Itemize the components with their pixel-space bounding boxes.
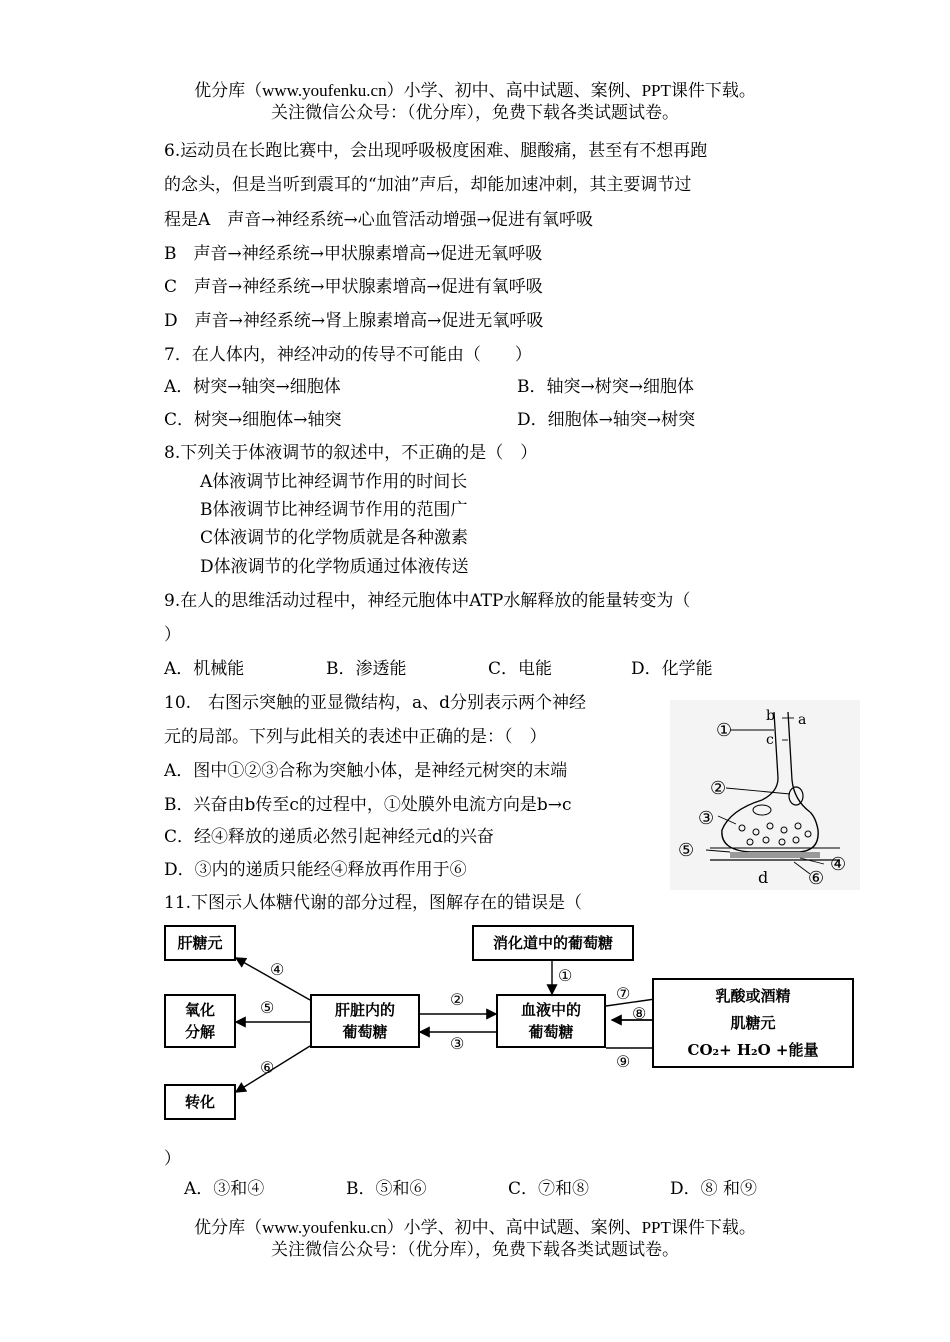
step-label-9: ⑨ [616,1052,631,1071]
synapse-label-a: a [798,712,807,728]
q6-option-d: D 声音→神经系统→肾上腺素增高→促进无氧呼吸 [164,311,544,331]
step-label-8: ⑧ [632,1004,647,1023]
q10-option-d: D．③内的递质只能经④释放再作用于⑥ [164,860,467,880]
q11-option-c: C．⑦和⑧ [508,1179,590,1199]
box-oxidation-line-1: 氧化 [184,1001,215,1019]
q7-option-b: B．轴突→树突→细胞体 [517,377,694,397]
synapse-label-1: ① [716,720,733,741]
step-label-5: ⑤ [260,998,275,1017]
synapse-label-5: ⑤ [678,840,695,861]
step-label-7: ⑦ [616,984,631,1003]
q10-stem-2: 元的局部。下列与此相关的表述中正确的是：（ ） [164,727,547,747]
q10-stem-1: 10. 右图示突触的亚显微结构，a、d分别表示两个神经 [164,693,587,713]
q11-stem-close: ） [164,1149,181,1169]
synapse-label-6: ⑥ [808,868,825,889]
step-label-1: ① [558,966,573,985]
product-lactic-acid: 乳酸或酒精 [715,986,791,1005]
q6-option-b: B 声音→神经系统→甲状腺素增高→促进无氧呼吸 [164,244,543,264]
synapse-label-3: ③ [698,808,715,829]
box-liver-glucose [310,994,420,1048]
step-label-4: ④ [270,960,285,979]
q11-option-b: B．⑤和⑥ [346,1179,427,1199]
q9-option-d: D．化学能 [631,659,713,679]
synapse-label-2: ② [710,778,727,799]
q9-option-c: C．电能 [488,659,553,679]
q10-option-c: C．经④释放的递质必然引起神经元d的兴奋 [164,827,494,847]
q8-option-b: B体液调节比神经调节作用的范围广 [200,500,468,520]
q6-line-2: 的念头，但是当听到震耳的“加油”声后，却能加速冲刺，其主要调节过 [164,175,692,195]
q9-stem-1: 9.在人的思维活动过程中，神经元胞体中ATP水解释放的能量转变为（ [164,591,691,611]
q9-stem-2: ） [164,625,181,645]
box-oxidation [164,994,236,1048]
box-liver-glucose-line-1: 肝脏内的 [334,1001,395,1019]
q8-stem: 8.下列关于体液调节的叙述中，不正确的是（ ） [164,443,538,463]
product-muscle-glycogen: 肌糖元 [730,1013,776,1032]
header-line-2: 关注微信公众号：（优分库），免费下载各类试题试卷。 [271,103,679,122]
step-label-2: ② [450,990,465,1009]
box-blood-glucose [496,994,606,1048]
q9-option-b: B．渗透能 [326,659,407,679]
q11-option-a: A．③和④ [184,1179,265,1199]
synapse-label-4: ④ [830,854,847,875]
header-line-1: 优分库（www.youfenku.cn）小学、初中、高中试题、案例、PPT课件下载。 [194,81,756,100]
footer-line-1: 优分库（www.youfenku.cn）小学、初中、高中试题、案例、PPT课件下载。 [194,1218,756,1237]
q10-option-a: A．图中①②③合称为突触小体，是神经元树突的末端 [164,761,568,781]
box-gut-glucose: 消化道中的葡萄糖 [472,925,634,961]
box-muscle-products [652,978,854,1068]
q9-option-a: A．机械能 [164,659,245,679]
synapse-label-c: c [766,732,774,748]
box-blood-glucose-line-1: 血液中的 [520,1001,581,1019]
q7-option-a: A．树突→轴突→细胞体 [164,377,341,397]
q6-line-3: 程是A 声音→神经系统→心血管活动增强→促进有氧呼吸 [164,210,594,230]
q6-option-c: C 声音→神经系统→甲状腺素增高→促进有氧呼吸 [164,277,543,297]
synapse-label-b: b [766,708,775,724]
box-conversion: 转化 [164,1084,236,1120]
box-liver-glucose-line-2: 葡萄糖 [342,1023,388,1041]
box-blood-glucose-line-2: 葡萄糖 [528,1023,574,1041]
product-co2-water-energy: CO₂+ H₂O +能量 [687,1040,819,1059]
q6-line-1: 6.运动员在长跑比赛中，会出现呼吸极度困难、腿酸痛，甚至有不想再跑 [164,141,708,161]
q7-option-c: C．树突→细胞体→轴突 [164,410,342,430]
q7-option-d: D．细胞体→轴突→树突 [517,410,696,430]
q8-option-a: A体液调节比神经调节作用的时间长 [200,472,468,492]
q11-stem: 11.下图示人体糖代谢的部分过程，图解存在的错误是（ [164,893,583,913]
step-label-6: ⑥ [260,1058,275,1077]
footer-line-2: 关注微信公众号：（优分库），免费下载各类试题试卷。 [271,1240,679,1259]
synapse-label-d: d [758,868,769,887]
q11-option-d: D．⑧ 和⑨ [670,1179,758,1199]
q8-option-c: C体液调节的化学物质就是各种激素 [200,528,469,548]
q7-stem: 7．在人体内，神经冲动的传导不可能由（ ） [164,345,532,365]
q8-option-d: D体液调节的化学物质通过体液传送 [200,557,469,577]
box-oxidation-line-2: 分解 [184,1023,215,1041]
box-liver-glycogen: 肝糖元 [164,925,236,961]
q10-option-b: B．兴奋由b传至c的过程中，①处膜外电流方向是b→c [164,795,572,815]
step-label-3: ③ [450,1034,465,1053]
